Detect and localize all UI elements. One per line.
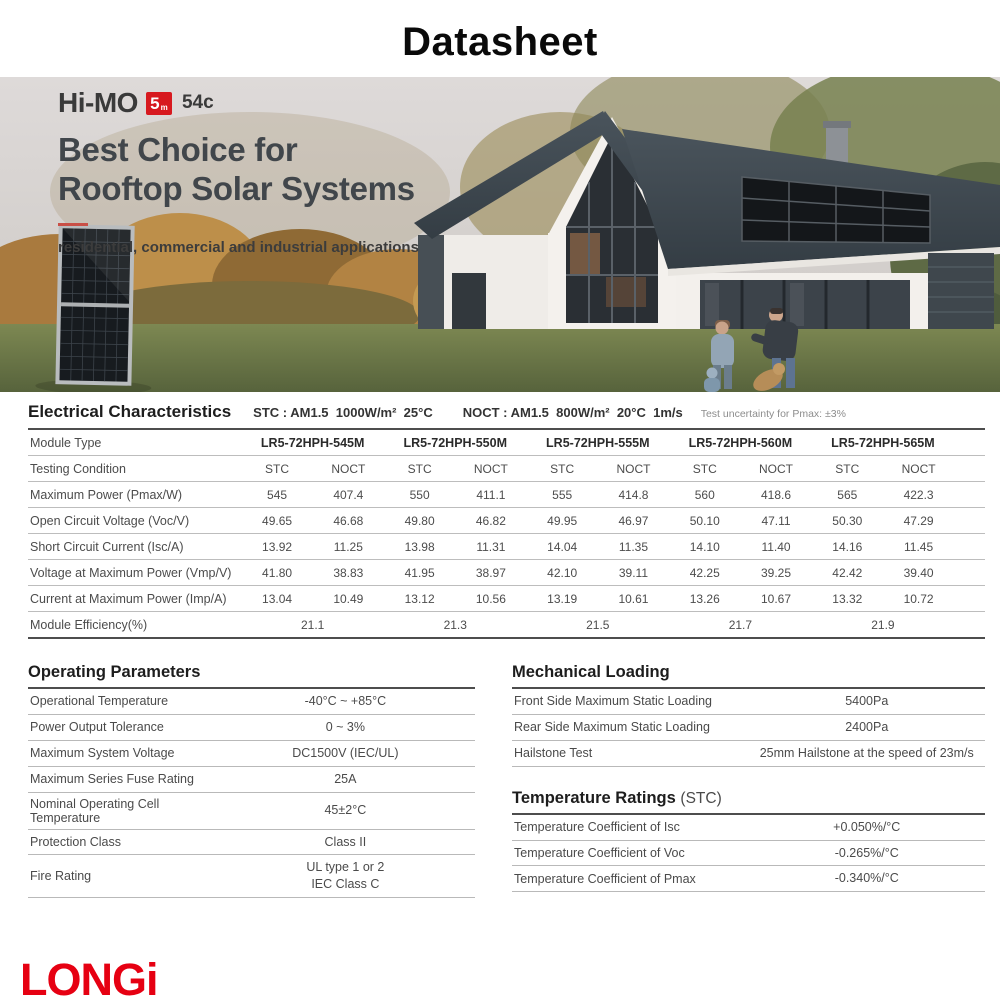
table-cell: 418.6 — [740, 482, 811, 508]
section-title — [512, 789, 985, 815]
headline-line1: Best Choice for — [58, 131, 298, 168]
table-cell: 14.10 — [669, 534, 740, 560]
table-cell: 42.42 — [812, 560, 883, 586]
table-cell: STC — [669, 456, 740, 482]
electrical-characteristics-section — [28, 402, 985, 639]
table-cell: NOCT — [598, 456, 669, 482]
table-row — [28, 482, 985, 508]
row-label: Maximum System Voltage — [30, 746, 175, 761]
row-value: 25mm Hailstone at the speed of 23m/s — [759, 745, 974, 760]
table-row — [28, 430, 985, 456]
table-cell: Module Type — [28, 430, 241, 456]
footer — [0, 954, 1000, 1000]
table-cell: 46.68 — [313, 508, 384, 534]
table-cell: 555 — [527, 482, 598, 508]
table-cell: 42.10 — [527, 560, 598, 586]
right-column — [512, 663, 985, 898]
table-cell: 50.10 — [669, 508, 740, 534]
row-value: 25A — [334, 771, 357, 786]
table-cell: 10.61 — [598, 586, 669, 612]
table-cell: 49.95 — [527, 508, 598, 534]
table-cell: 50.30 — [812, 508, 883, 534]
row-label: Hailstone Test — [514, 746, 593, 761]
page-title: Datasheet — [402, 20, 598, 64]
table-row — [28, 612, 985, 639]
table-cell: 11.25 — [313, 534, 384, 560]
table-cell: 10.72 — [883, 586, 954, 612]
table-cell: 21.9 — [812, 612, 955, 639]
row-label: Temperature Coefficient of Isc — [514, 820, 680, 835]
stc-condition: STC : AM1.5 1000W/m² 25°C — [253, 405, 433, 420]
table-row — [512, 689, 985, 715]
mechanical-loading-section — [512, 663, 985, 767]
table-row — [512, 715, 985, 741]
row-value: UL type 1 or 2 IEC Class C — [306, 860, 385, 892]
table-cell: 14.04 — [527, 534, 598, 560]
table-cell: 13.98 — [384, 534, 455, 560]
himo-5m-badge — [146, 92, 172, 115]
section-title: Operating Parameters — [28, 663, 475, 689]
table-cell — [954, 430, 985, 456]
table-row — [28, 830, 475, 856]
table-cell: NOCT — [313, 456, 384, 482]
table-cell — [954, 586, 985, 612]
table-cell: 41.80 — [241, 560, 312, 586]
table-cell: Testing Condition — [28, 456, 241, 482]
table-row — [28, 456, 985, 482]
left-door — [452, 273, 486, 329]
hero-banner — [0, 77, 1000, 392]
table-cell: LR5-72HPH-560M — [669, 430, 812, 456]
row-value: 45±2°C — [324, 803, 367, 818]
row-label: Temperature Coefficient of Voc — [514, 845, 685, 860]
table-cell: 11.35 — [598, 534, 669, 560]
table-cell — [954, 612, 985, 639]
row-label: Rear Side Maximum Static Loading — [514, 720, 710, 735]
table-cell: 10.49 — [313, 586, 384, 612]
row-value: -0.265%/°C — [834, 845, 899, 860]
table-cell: 38.97 — [455, 560, 526, 586]
table-cell: 21.5 — [527, 612, 670, 639]
table-cell: 13.26 — [669, 586, 740, 612]
stone-pillar — [928, 253, 994, 329]
headline-line2: Rooftop Solar Systems — [58, 170, 415, 207]
table-cell: 21.1 — [241, 612, 384, 639]
row-label: Maximum Series Fuse Rating — [30, 772, 194, 787]
table-cell: LR5-72HPH-555M — [527, 430, 670, 456]
red-divider — [58, 223, 88, 226]
table-cell: 550 — [384, 482, 455, 508]
uncertainty-note: Test uncertainty for Pmax: ±3% — [700, 408, 846, 420]
row-value: 0 ~ 3% — [325, 719, 365, 734]
table-row — [28, 689, 475, 715]
table-row — [512, 815, 985, 841]
mechanical-loading-table — [512, 689, 985, 767]
table-cell: 545 — [241, 482, 312, 508]
row-label: Fire Rating — [30, 869, 92, 884]
table-cell: Maximum Power (Pmax/W) — [28, 482, 241, 508]
table-cell: STC — [812, 456, 883, 482]
section-title: Electrical Characteristics — [28, 402, 232, 421]
row-value: 2400Pa — [845, 719, 889, 734]
table-cell: 560 — [669, 482, 740, 508]
table-cell: 41.95 — [384, 560, 455, 586]
table-cell: NOCT — [883, 456, 954, 482]
section-title: Mechanical Loading — [512, 663, 985, 689]
table-row — [28, 793, 475, 830]
hero-headline — [58, 130, 419, 208]
table-cell: 11.45 — [883, 534, 954, 560]
table-row — [512, 841, 985, 867]
title-main: Temperature Ratings — [512, 788, 676, 807]
table-cell: STC — [527, 456, 598, 482]
hero-copy — [58, 87, 419, 256]
table-row — [512, 741, 985, 767]
table-cell: 14.16 — [812, 534, 883, 560]
table-cell: 422.3 — [883, 482, 954, 508]
noct-condition: NOCT : AM1.5 800W/m² 20°C 1m/s — [462, 405, 683, 420]
table-cell: 46.82 — [455, 508, 526, 534]
row-label: Front Side Maximum Static Loading — [514, 694, 713, 709]
operating-parameters-section — [28, 663, 475, 898]
table-cell: 46.97 — [598, 508, 669, 534]
table-row — [28, 855, 475, 898]
table-cell: LR5-72HPH-545M — [241, 430, 384, 456]
table-cell: STC — [384, 456, 455, 482]
badge-subscript: m — [160, 102, 168, 112]
table-cell: 407.4 — [313, 482, 384, 508]
table-cell: 39.40 — [883, 560, 954, 586]
table-row — [28, 741, 475, 767]
row-label: Nominal Operating Cell Temperature — [30, 796, 160, 825]
series-label: 54c — [181, 92, 214, 113]
row-label: Power Output Tolerance — [30, 720, 164, 735]
row-value: -40°C ~ +85°C — [304, 694, 387, 708]
brand-line — [58, 87, 419, 119]
table-cell — [954, 508, 985, 534]
title-suffix: (STC) — [680, 789, 722, 807]
badge-number: 5 — [150, 93, 160, 113]
row-value: DC1500V (IEC/UL) — [292, 745, 399, 760]
table-cell — [954, 456, 985, 482]
table-cell: Short Circuit Current (Isc/A) — [28, 534, 241, 560]
row-value: +0.050%/°C — [833, 819, 901, 834]
electrical-header — [28, 402, 985, 430]
table-row — [28, 586, 985, 612]
lower-columns — [28, 663, 985, 898]
himo-brand: Hi-MO — [58, 87, 138, 118]
table-cell: 47.29 — [883, 508, 954, 534]
row-label: Protection Class — [30, 834, 122, 849]
table-cell: 47.11 — [740, 508, 811, 534]
table-cell: LR5-72HPH-550M — [384, 430, 527, 456]
temperature-ratings-table — [512, 815, 985, 893]
operating-parameters-table — [28, 689, 475, 898]
table-row — [512, 866, 985, 892]
hero-subline: residential, commercial and industrial applications — [58, 239, 419, 256]
temperature-ratings-section — [512, 789, 985, 893]
table-cell: LR5-72HPH-565M — [812, 430, 955, 456]
row-value: 5400Pa — [845, 694, 889, 708]
table-cell: 21.7 — [669, 612, 812, 639]
table-cell: 411.1 — [455, 482, 526, 508]
table-cell: Current at Maximum Power (Imp/A) — [28, 586, 241, 612]
table-cell: 565 — [812, 482, 883, 508]
table-cell: NOCT — [455, 456, 526, 482]
table-cell — [954, 560, 985, 586]
electrical-table — [28, 430, 985, 639]
table-cell: 38.83 — [313, 560, 384, 586]
table-cell: Module Efficiency(%) — [28, 612, 241, 639]
table-cell: 13.32 — [812, 586, 883, 612]
table-cell: Voltage at Maximum Power (Vmp/V) — [28, 560, 241, 586]
table-row — [28, 534, 985, 560]
table-cell — [954, 534, 985, 560]
row-label: Operational Temperature — [30, 694, 169, 709]
table-cell: 21.3 — [384, 612, 527, 639]
table-cell: 11.31 — [455, 534, 526, 560]
row-label: Temperature Coefficient of Pmax — [514, 871, 696, 886]
table-cell: 414.8 — [598, 482, 669, 508]
glass-doors — [700, 280, 910, 329]
row-value: Class II — [324, 834, 367, 849]
table-cell: 49.65 — [241, 508, 312, 534]
table-row — [28, 715, 475, 741]
table-cell: Open Circuit Voltage (Voc/V) — [28, 508, 241, 534]
table-cell: 11.40 — [740, 534, 811, 560]
table-cell: NOCT — [740, 456, 811, 482]
table-cell — [954, 482, 985, 508]
table-cell: 13.92 — [241, 534, 312, 560]
table-cell: 49.80 — [384, 508, 455, 534]
table-cell: 39.25 — [740, 560, 811, 586]
lawn — [0, 324, 1000, 392]
table-row — [28, 767, 475, 793]
longi-logo: LONGi — [20, 954, 158, 1000]
table-cell: 13.12 — [384, 586, 455, 612]
table-cell: 10.67 — [740, 586, 811, 612]
table-row — [28, 560, 985, 586]
table-cell: STC — [241, 456, 312, 482]
table-cell: 13.04 — [241, 586, 312, 612]
table-cell: 10.56 — [455, 586, 526, 612]
table-cell: 39.11 — [598, 560, 669, 586]
table-cell: 13.19 — [527, 586, 598, 612]
table-row — [28, 508, 985, 534]
row-value: -0.340%/°C — [834, 871, 899, 886]
table-cell: 42.25 — [669, 560, 740, 586]
